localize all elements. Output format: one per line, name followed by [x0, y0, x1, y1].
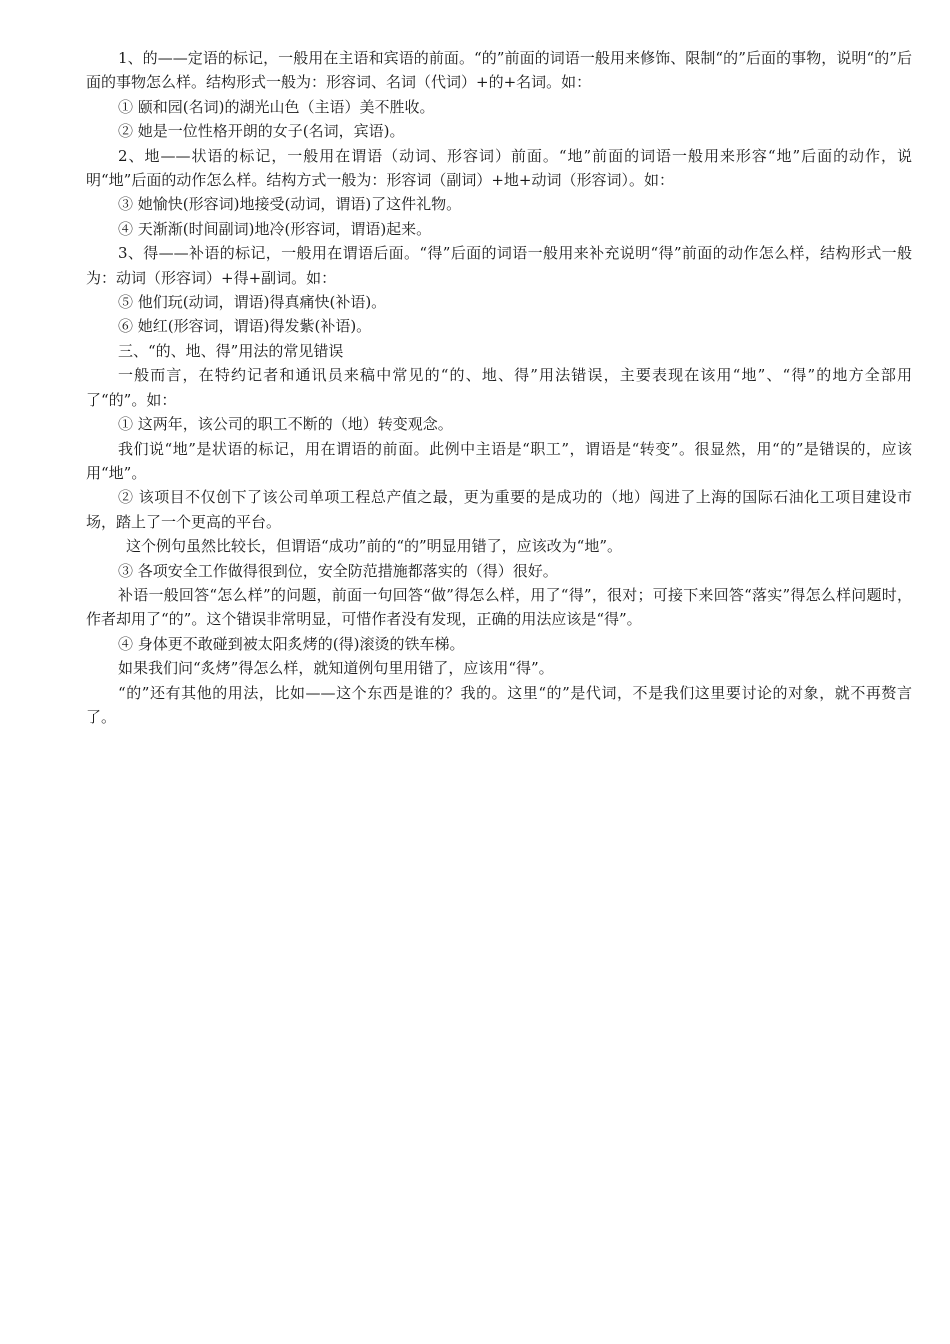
example-1: ① 颐和园(名词)的湖光山色（主语）美不胜收。: [118, 97, 435, 116]
error-example-2: ② 该项目不仅创下了该公司单项工程总产值之最，更为重要的是成功的（地）闯进了上海的国际石油化工项目建设市场，踏上了一个更高的平台。: [86, 488, 912, 531]
example-5: ⑤ 他们玩(动词，谓语)得真痛快(补语)。: [118, 293, 387, 312]
paragraph-common-errors: 一般而言，在特约记者和通讯员来稿中常见的“的、地、得”用法错误，主要表现在该用“地”、“得”的地方全部用了“的”。如：: [86, 366, 912, 409]
error-example-1: ① 这两年，该公司的职工不断的（地）转变观念。: [118, 415, 453, 434]
example-3: ③ 她愉快(形容词)地接受(动词，谓语)了这件礼物。: [118, 195, 462, 214]
error-explanation-1: 我们说“地”是状语的标记，用在谓语的前面。此例中主语是“职工”，谓语是“转变”。很显然，用“的”是错误的，应该用“地”。: [86, 439, 912, 482]
paragraph-de-definition: 1、的——定语的标记，一般用在主语和宾语的前面。“的”前面的词语一般用来修饰、限制“的”后面的事物，说明“的”后面的事物怎么样。结构形式一般为：形容词、名词（代词）+的+名词。如：: [86, 49, 912, 92]
section-heading: 三、“的、地、得”用法的常见错误: [118, 341, 344, 360]
error-explanation-4: 如果我们问“炙烤”得怎么样，就知道例句里用错了，应该用“得”。: [118, 659, 554, 678]
error-explanation-2: 这个例句虽然比较长，但谓语“成功”前的“的”明显用错了，应该改为“地”。: [126, 537, 623, 556]
closing-note: “的”还有其他的用法，比如——这个东西是谁的？我的。这里“的”是代词，不是我们这里要讨论的对象，就不再赘言了。: [86, 683, 912, 726]
error-example-3: ③ 各项安全工作做得很到位，安全防范措施都落实的（得）很好。: [118, 561, 558, 580]
example-4: ④ 天渐渐(时间副词)地冷(形容词，谓语)起来。: [118, 219, 432, 238]
error-example-4: ④ 身体更不敢碰到被太阳炙烤的(得)滚烫的铁车梯。: [118, 634, 465, 653]
example-6: ⑥ 她红(形容词，谓语)得发紫(补语)。: [118, 317, 372, 336]
paragraph-de2-definition: 3、得——补语的标记，一般用在谓语后面。“得”后面的词语一般用来补充说明“得”前面的动作怎么样，结构形式一般为：动词（形容词）+得+副词。如：: [86, 244, 912, 287]
error-explanation-3: 补语一般回答“怎么样”的问题，前面一句回答“做”得怎么样，用了“得”，很对；可接下来回答“落实”得怎么样问题时，作者却用了“的”。这个错误非常明显，可惜作者没有发现，正确的用法应该是“得”。: [86, 585, 912, 629]
paragraph-di-definition: 2、地——状语的标记，一般用在谓语（动词、形容词）前面。“地”前面的词语一般用来形容“地”后面的动作，说明“地”后面的动作怎么样。结构方式一般为：形容词（副词）+地+动词（形容词）。如：: [86, 146, 912, 190]
example-2: ② 她是一位性格开朗的女子(名词，宾语)。: [118, 122, 405, 141]
